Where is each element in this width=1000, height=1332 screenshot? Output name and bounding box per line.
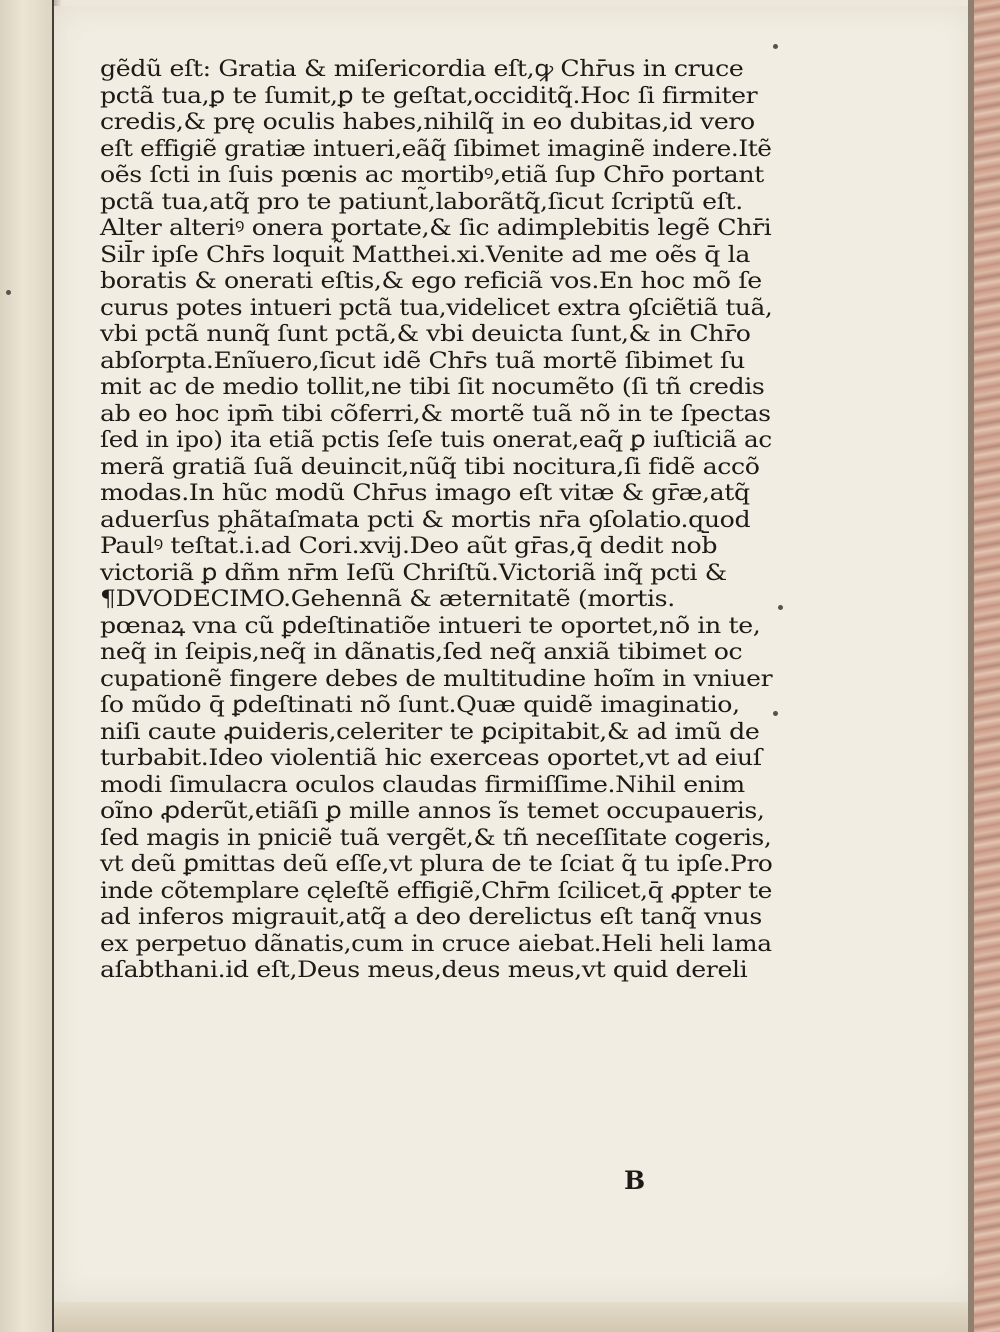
text-line: inde cõtemplare cęleſtẽ effigiẽ,Chr̄m ſcilicet,q̄ ꝓpter te <box>100 877 772 904</box>
text-line: mit ac de medio tollit,ne tibi ſit nocumẽto (ſi tñ credis <box>100 374 765 400</box>
section-heading-line: ¶DVODECIMO.Gehennã & æternitatẽ (mortis. <box>100 586 675 612</box>
text-line: ex perpetuo dãnatis,cum in cruce aiebat.Heli heli lama <box>100 930 772 957</box>
text-line: ab eo hoc ipm̄ tibi cõferri,& mortẽ tuã nõ in te ſpectas <box>100 400 771 427</box>
text-line: Sil̄r ipſe Chr̄s loquit̃ Matthei.xi.Venite ad me oẽs q̄ la <box>100 241 750 268</box>
text-line: abſorpta.Enĩuero,ſicut idẽ Chr̄s tuã mortẽ ſibimet ſu <box>100 347 745 374</box>
text-line: aſabthani.id eſt,Deus meus,deus meus,vt quid dereli <box>100 957 748 983</box>
text-line: neq̃ in ſeipis,neq̃ in dãnatis,ſed neq̃ anxiã tibimet oc <box>100 639 743 665</box>
page-bottom-edge <box>54 1302 974 1332</box>
text-line: pctã tua,atq̃ pro te patiunt̃,laborãtq̃,ſicut ſcriptũ eſt. <box>100 188 743 215</box>
text-block <box>100 56 772 984</box>
text-line: vt deũ ꝑmittas deũ eſſe,vt plura de te ſciat q̃ tu ipſe.Pro <box>100 851 773 877</box>
margin-mark <box>6 290 11 295</box>
text-line: oĩno ꝓderũt,etiãſi ꝑ mille annos ĩs temet occupaueris, <box>100 798 765 824</box>
previous-page-edge <box>0 0 54 1332</box>
text-line: Paulꝰ teſtat̃.i.ad Cori.xvij.Deo aũt gr̄as,q̄ dedit nob̄ <box>100 533 718 559</box>
text-line: pœnaꝝ vna cũ ꝑdeſtinatiõe intueri te oportet,nõ in te, <box>100 612 761 639</box>
marbled-cover-edge <box>974 0 1000 1332</box>
text-line: ſed in ipo) ita etiã pctis ſeſe tuis onerat,eaq̃ ꝑ iuſticiã ac <box>100 427 772 453</box>
signature-mark: B <box>624 1166 646 1195</box>
text-line: merã gratiã ſuã deuincit,nũq̃ tibi nocitura,ſi fidẽ accõ <box>100 453 760 480</box>
text-line: Alter alteriꝰ onera portate,& ſic adimplebitis legẽ Chr̄i <box>100 215 772 241</box>
text-line: turbabit.Ideo violentiã hic exerceas oportet,vt ad eiuſ <box>100 745 762 771</box>
text-line: ſo mũdo q̄ ꝑdeſtinati nõ ſunt.Quæ quidẽ imaginatio, <box>100 692 740 718</box>
text-line: modi ſimulacra oculos claudas firmiſſime.Nihil enim <box>100 771 745 798</box>
text-line: boratis & onerati eſtis,& ego reficiã vos.En hoc mõ ſe <box>100 268 762 294</box>
text-line: pctã tua,ꝑ te ſumit,ꝑ te geſtat,occiditq̃.Hoc ſi firmiter <box>100 82 758 109</box>
text-line: modas.In hũc modũ Chr̄us imago eſt vitæ & gr̄æ,atq̃ <box>100 480 750 506</box>
text-line: curus potes intueri pctã tua,videlicet extra ꝯſciẽtiã tuã, <box>100 294 773 321</box>
text-line: gẽdũ eſt: Gratia & miſericordia eſt,ꝙ Chr̄us in cruce <box>100 56 744 82</box>
text-line: vbi pctã nunq̃ ſunt pctã,& vbi deuicta ſunt,& in Chr̄o <box>100 321 751 347</box>
margin-mark <box>773 44 778 49</box>
text-line: credis,& prę oculis habes,nihilq̃ in eo dubitas,id vero <box>100 109 755 135</box>
text-line: oẽs ſcti in ſuis pœnis ac mortibꝰ,etiã ſup Chr̄o portant <box>100 162 764 188</box>
text-line: ſed magis in pniciẽ tuã vergẽt,& tñ neceſſitate cogeris, <box>100 824 772 851</box>
text-line: cupationẽ fingere debes de multitudine hoĩm in vniuer <box>100 665 773 692</box>
text-line: victoriã ꝑ dñm nr̄m Ieſũ Chriſtũ.Victoriã inq̃ pcti & <box>100 559 727 586</box>
text-line: eſt effigiẽ gratiæ intueri,eãq̃ ſibimet imaginẽ indere.Itẽ <box>100 135 772 162</box>
text-line: ad inferos migrauit,atq̃ a deo derelictus eſt tanq̃ vnus <box>100 904 762 930</box>
text-line: niſi caute ꝓuideris,celeriter te ꝑcipitabit,& ad imũ de <box>100 718 760 745</box>
text-line: aduerſus phãtaſmata pcti & mortis nr̄a ꝯſolatio.quod <box>100 506 751 533</box>
